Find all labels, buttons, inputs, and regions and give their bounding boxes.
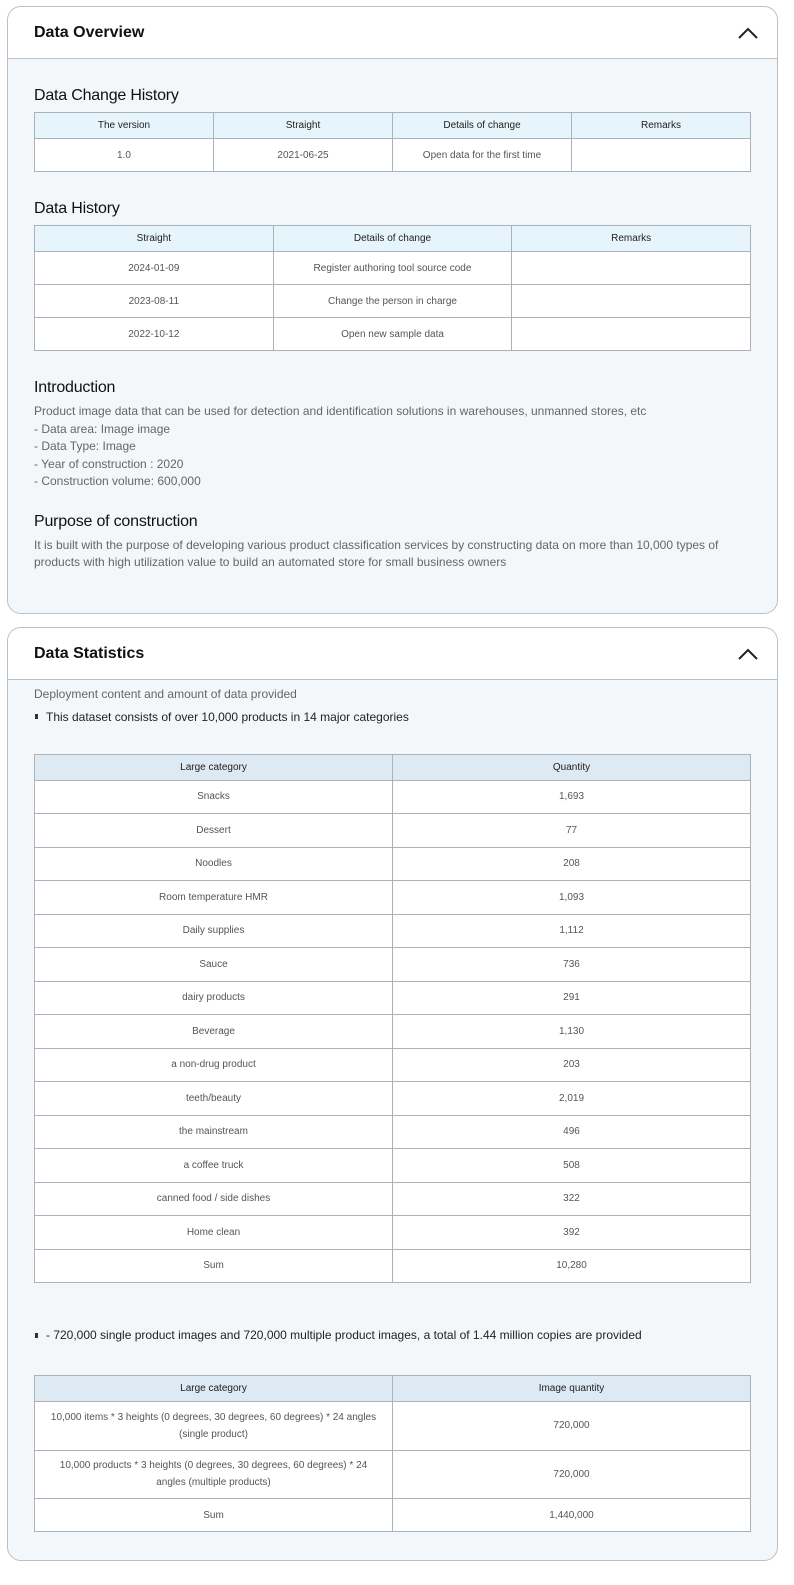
section-title: Data History (34, 200, 120, 217)
column-header: Details of change (273, 226, 512, 252)
statistics-subtitle: Deployment content and amount of data provided (34, 687, 297, 701)
table-row (35, 780, 751, 814)
cell: Change the person in charge (273, 285, 512, 318)
cell: 1,130 (393, 1015, 751, 1049)
cell: 1,693 (393, 780, 751, 814)
column-header: Remarks (512, 226, 751, 252)
cell: a coffee truck (35, 1149, 393, 1183)
table-row (35, 1015, 751, 1049)
cell (572, 139, 751, 172)
table-row (35, 814, 751, 848)
cell: 10,000 items * 3 heights (0 degrees, 30 degrees, 60 degrees) * 24 angles (single product) (35, 1402, 393, 1451)
data-overview-header[interactable] (8, 7, 777, 59)
cell: Noodles (35, 847, 393, 881)
panel-title: Data Statistics (34, 644, 145, 662)
table-row (35, 847, 751, 881)
chevron-up-icon[interactable] (737, 26, 759, 40)
cell: 208 (393, 847, 751, 881)
cell: Home clean (35, 1216, 393, 1250)
column-header: Image quantity (393, 1376, 751, 1402)
column-header: Details of change (393, 113, 572, 139)
cell: 1,112 (393, 914, 751, 948)
table-row (35, 1048, 751, 1082)
cell: 496 (393, 1115, 751, 1149)
table-row (35, 1115, 751, 1149)
cell: 291 (393, 981, 751, 1015)
cell: 720,000 (393, 1402, 751, 1451)
history-table (34, 225, 751, 351)
introduction-text (34, 403, 751, 491)
cell: Open new sample data (273, 318, 512, 351)
cell: 2022-10-12 (35, 318, 274, 351)
cell: Open data for the first time (393, 139, 572, 172)
column-header: Large category (35, 754, 393, 780)
cell: 322 (393, 1182, 751, 1216)
section-title: Data Change History (34, 87, 179, 104)
column-header: Large category (35, 1376, 393, 1402)
table-row (35, 1216, 751, 1250)
cell: 10,000 products * 3 heights (0 degrees, 30 degrees, 60 degrees) * 24 angles (multiple products) (35, 1450, 393, 1499)
cell: 1,093 (393, 881, 751, 915)
data-statistics-header[interactable] (8, 628, 777, 680)
table-row (35, 1499, 751, 1532)
cell: 392 (393, 1216, 751, 1250)
cell: Daily supplies (35, 914, 393, 948)
column-header: The version (35, 113, 214, 139)
bullet-text: - 720,000 single product images and 720,000 multiple product images, a total of 1.44 million copies are provided (34, 1328, 751, 1342)
cell: 736 (393, 948, 751, 982)
data-statistics-panel (7, 627, 778, 1561)
introduction-line: - Data Type: Image (34, 439, 136, 453)
table-row (35, 285, 751, 318)
table-row (35, 1402, 751, 1451)
cell (512, 252, 751, 285)
change-history-table (34, 112, 751, 172)
cell: Room temperature HMR (35, 881, 393, 915)
cell: Snacks (35, 780, 393, 814)
cell: Register authoring tool source code (273, 252, 512, 285)
data-overview-panel (7, 6, 778, 614)
cell: Sum (35, 1499, 393, 1532)
cell: 2,019 (393, 1082, 751, 1116)
cell: 1.0 (35, 139, 214, 172)
table-row (35, 948, 751, 982)
cell: 2023-08-11 (35, 285, 274, 318)
cell: 720,000 (393, 1450, 751, 1499)
cell: dairy products (35, 981, 393, 1015)
panel-title: Data Overview (34, 23, 145, 41)
table-row (35, 1082, 751, 1116)
section-title: Purpose of construction (34, 512, 198, 530)
cell: 2021-06-25 (214, 139, 393, 172)
table-row (35, 1149, 751, 1183)
cell: Beverage (35, 1015, 393, 1049)
table-row (35, 881, 751, 915)
table-row (35, 318, 751, 351)
column-header: Straight (35, 226, 274, 252)
table-row (35, 981, 751, 1015)
cell: teeth/beauty (35, 1082, 393, 1116)
cell: 2024-01-09 (35, 252, 274, 285)
cell: Dessert (35, 814, 393, 848)
chevron-up-icon[interactable] (737, 647, 759, 661)
bullet-text: This dataset consists of over 10,000 products in 14 major categories (34, 710, 751, 724)
table-row (35, 1182, 751, 1216)
image-quantity-table (34, 1375, 751, 1532)
table-row (35, 1249, 751, 1283)
introduction-line: Product image data that can be used for detection and identification solutions in warehouses, unmanned stores, etc (34, 404, 647, 418)
cell: the mainstream (35, 1115, 393, 1149)
column-header: Straight (214, 113, 393, 139)
category-quantity-table (34, 754, 751, 1284)
cell: 203 (393, 1048, 751, 1082)
section-title: Introduction (34, 379, 116, 396)
cell: a non-drug product (35, 1048, 393, 1082)
cell: 77 (393, 814, 751, 848)
cell: Sum (35, 1249, 393, 1283)
cell: Sauce (35, 948, 393, 982)
cell: 1,440,000 (393, 1499, 751, 1532)
purpose-text: It is built with the purpose of developing various product classification services by constructing data on more than 10,000 types of products with high utilization value to build an automated store for small business owners (34, 537, 719, 569)
cell: 10,280 (393, 1249, 751, 1283)
table-row (35, 914, 751, 948)
cell: 508 (393, 1149, 751, 1183)
introduction-line: - Data area: Image image (34, 421, 171, 436)
cell: canned food / side dishes (35, 1182, 393, 1216)
introduction-line: - Year of construction : 2020 (34, 456, 184, 471)
column-header: Remarks (572, 113, 751, 139)
table-row (35, 252, 751, 285)
table-row (35, 139, 751, 172)
table-row (35, 1450, 751, 1499)
cell (512, 285, 751, 318)
introduction-line: - Construction volume: 600,000 (34, 474, 201, 488)
cell (512, 318, 751, 351)
column-header: Quantity (393, 754, 751, 780)
